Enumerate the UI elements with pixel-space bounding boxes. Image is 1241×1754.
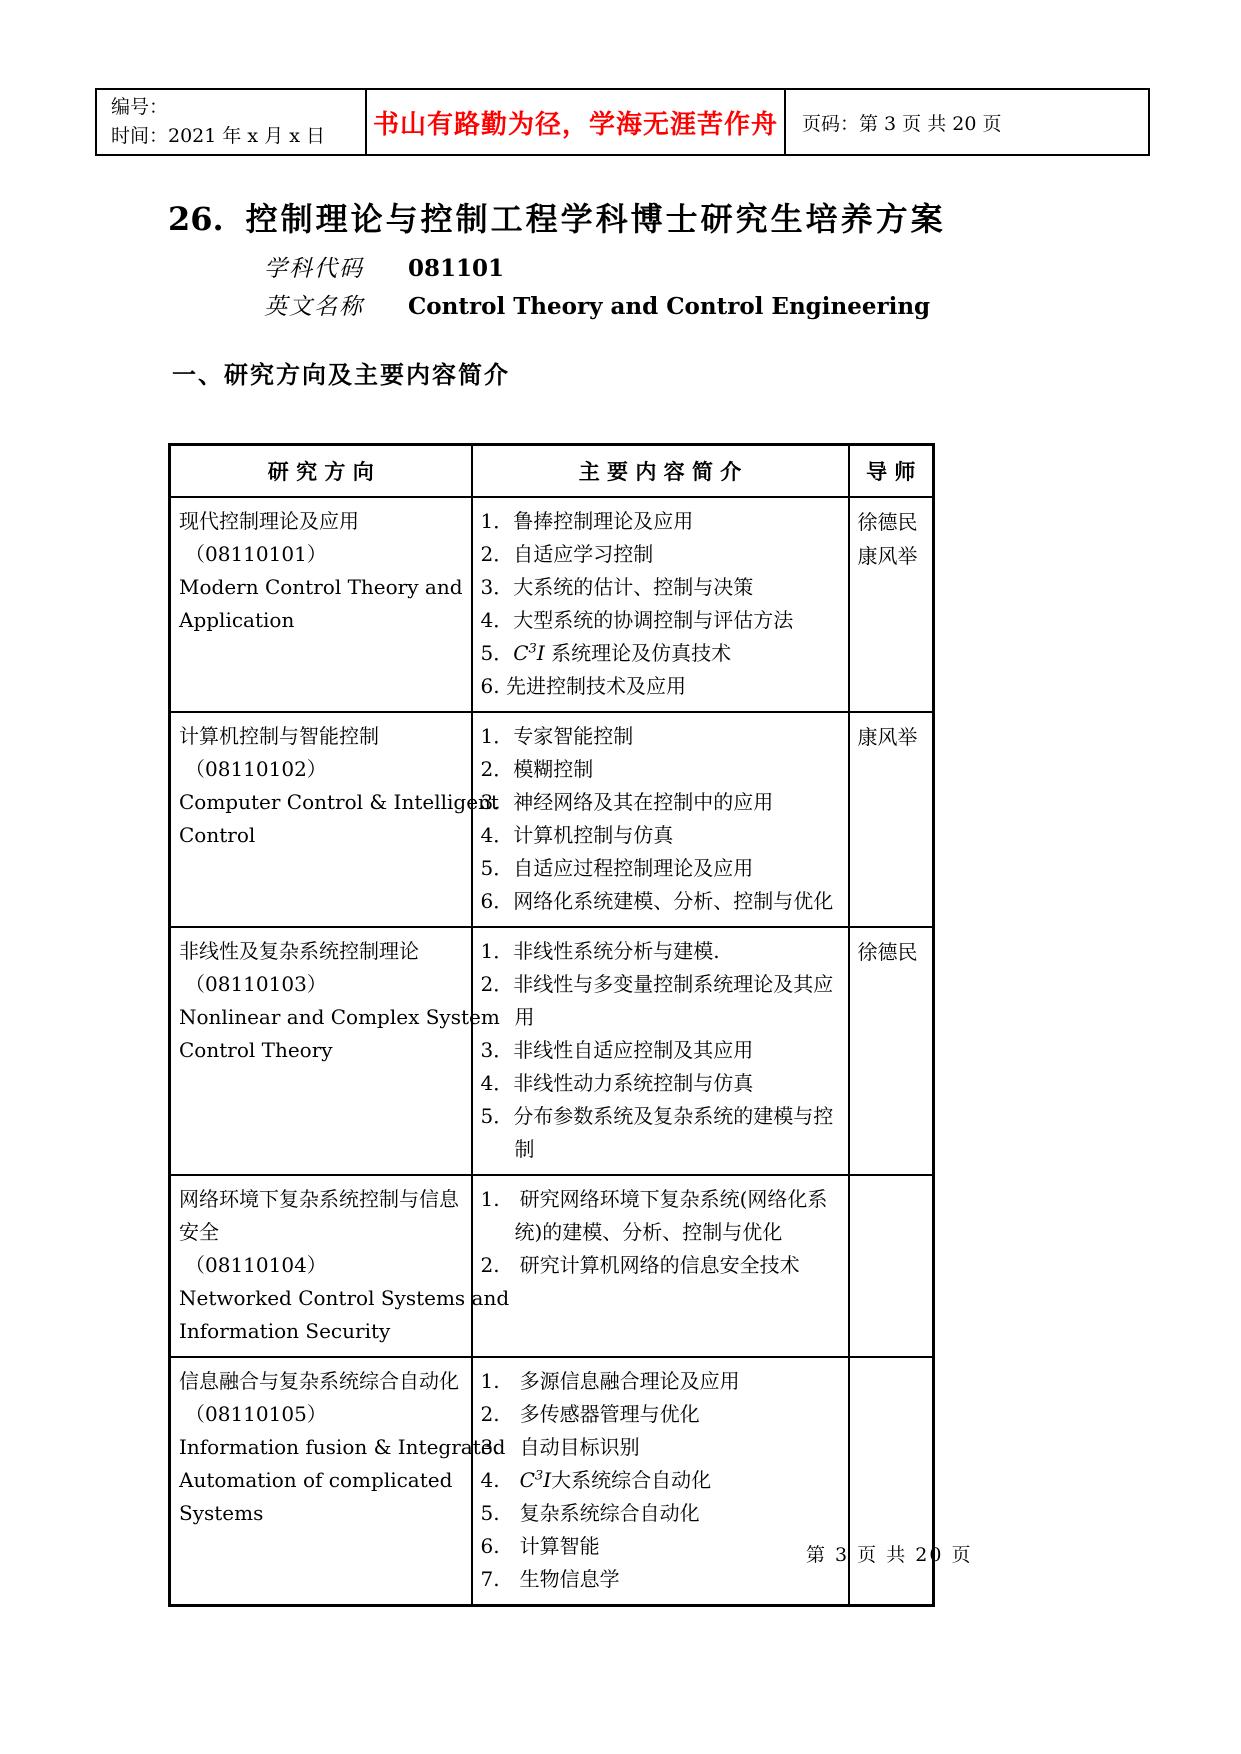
content-item: 1. 多源信息融合理论及应用 xyxy=(480,1369,740,1393)
direction-line: （08110102） xyxy=(185,757,327,781)
table-header-row xyxy=(170,445,934,498)
content-item: 5．分布参数系统及复杂系统的建模与控制 xyxy=(480,1104,834,1161)
direction-line: Control Theory xyxy=(179,1038,333,1062)
direction-line: Systems xyxy=(179,1501,264,1525)
direction-line: （08110105） xyxy=(185,1402,327,1426)
direction-line: （08110103） xyxy=(185,972,327,996)
page-footer: 第 3 页 共 20 页 xyxy=(806,1544,973,1566)
research-table xyxy=(168,443,935,1607)
col-header-content: 主 要 内 容 简 介 xyxy=(472,445,849,498)
content-item: 1．非线性系统分析与建模. xyxy=(480,939,720,963)
advisor-cell xyxy=(849,1357,934,1606)
direction-line: 信息融合与复杂系统综合自动化 xyxy=(179,1369,459,1393)
advisor-name: 康风举 xyxy=(857,725,918,749)
direction-line: Application xyxy=(179,608,295,632)
content-item: 2．非线性与多变量控制系统理论及其应用 xyxy=(480,972,834,1029)
table-row xyxy=(170,1175,934,1357)
content-item: 4．大型系统的协调控制与评估方法 xyxy=(480,608,794,632)
content-item: 2．自适应学习控制 xyxy=(480,542,654,566)
content-item: 4. $C^3I$大系统综合自动化 xyxy=(480,1468,712,1492)
direction-line: （08110101） xyxy=(185,542,327,566)
content-item: 2. 研究计算机网络的信息安全技术 xyxy=(480,1253,800,1277)
advisor-name: 徐德民 xyxy=(857,510,918,534)
english-name-label: 英文名称 xyxy=(264,294,364,320)
direction-cell xyxy=(170,1357,506,1606)
english-name-value: Control Theory and Control Engineering xyxy=(408,293,931,320)
table-row xyxy=(170,927,934,1175)
direction-line: 现代控制理论及应用 xyxy=(179,509,359,533)
content-item: 5．$C^3I$ 系统理论及仿真技术 xyxy=(480,641,732,665)
content-cell xyxy=(472,712,849,927)
header-page-label: 页码：第 3 页 共 20 页 xyxy=(785,89,1149,155)
direction-line: 非线性及复杂系统控制理论 xyxy=(179,939,419,963)
direction-cell xyxy=(170,497,472,712)
content-item: 3. 自动目标识别 xyxy=(480,1435,640,1459)
direction-line: Networked Control Systems and xyxy=(179,1286,510,1310)
content-item: 5．自适应过程控制理论及应用 xyxy=(480,856,754,880)
content-item: 3．神经网络及其在控制中的应用 xyxy=(480,790,774,814)
content-item: 5. 复杂系统综合自动化 xyxy=(480,1501,700,1525)
header-box xyxy=(95,88,1150,156)
content-item: 1．鲁捧控制理论及应用 xyxy=(480,509,694,533)
col-header-advisor: 导 师 xyxy=(849,445,934,498)
content-cell xyxy=(472,1175,849,1357)
doc-title xyxy=(168,194,946,240)
direction-cell xyxy=(170,1175,510,1357)
table-row xyxy=(170,1357,934,1606)
advisor-name: 徐德民 xyxy=(857,940,918,964)
advisor-cell xyxy=(849,497,934,712)
subject-code-value: 081101 xyxy=(408,255,505,282)
col-header-direction: 研 究 方 向 xyxy=(170,445,472,498)
direction-line: Information Security xyxy=(179,1319,391,1343)
content-item: 6．网络化系统建模、分析、控制与优化 xyxy=(480,889,834,913)
content-item: 2．模糊控制 xyxy=(480,757,594,781)
subject-code-line xyxy=(264,250,504,283)
c3i-formula: $C^3I$ xyxy=(513,641,545,665)
direction-line: Information fusion & Integrated xyxy=(179,1435,506,1459)
advisor-cell xyxy=(849,1175,934,1357)
doc-title-number: 26. xyxy=(168,200,224,238)
direction-line: Automation of complicated xyxy=(179,1468,453,1492)
table-row xyxy=(170,712,934,927)
content-item: 3．非线性自适应控制及其应用 xyxy=(480,1038,754,1062)
content-item: 1．专家智能控制 xyxy=(480,724,634,748)
content-item: 4．非线性动力系统控制与仿真 xyxy=(480,1071,754,1095)
section-heading: 一、研究方向及主要内容简介 xyxy=(172,360,510,389)
header-slogan: 书山有路勤为径，学海无涯苦作舟 xyxy=(366,89,785,155)
english-name-line xyxy=(264,288,930,321)
table-row xyxy=(170,497,934,712)
content-cell xyxy=(472,927,849,1175)
direction-line: Computer Control & Intelligent xyxy=(179,790,499,814)
c3i-formula: $C^3I$ xyxy=(519,1468,552,1492)
content-item: 6. 计算智能 xyxy=(480,1534,600,1558)
direction-line: 计算机控制与智能控制 xyxy=(179,724,379,748)
direction-line: Modern Control Theory and xyxy=(179,575,463,599)
advisor-cell xyxy=(849,927,934,1175)
content-item: 4．计算机控制与仿真 xyxy=(480,823,674,847)
advisor-name: 康风举 xyxy=(857,544,918,568)
content-item: 7. 生物信息学 xyxy=(480,1567,620,1591)
direction-line: Nonlinear and Complex System xyxy=(179,1005,500,1029)
direction-cell xyxy=(170,712,499,927)
direction-line: Control xyxy=(179,823,256,847)
content-item: 3．大系统的估计、控制与决策 xyxy=(480,575,754,599)
direction-line: （08110104） xyxy=(185,1253,327,1277)
content-item: 2. 多传感器管理与优化 xyxy=(480,1402,700,1426)
header-left-cell xyxy=(96,89,366,155)
content-cell xyxy=(472,497,849,712)
direction-cell xyxy=(170,927,500,1175)
direction-line: 安全 xyxy=(179,1220,219,1244)
subject-code-label: 学科代码 xyxy=(264,256,364,282)
doc-time-label: 时间：2021 年 x 月 x 日 xyxy=(111,125,325,147)
advisor-cell xyxy=(849,712,934,927)
content-item: 1. 研究网络环境下复杂系统(网络化系统)的建模、分析、控制与优化 xyxy=(480,1187,828,1244)
doc-title-text: 控制理论与控制工程学科博士研究生培养方案 xyxy=(245,200,946,238)
content-item: 6. 先进控制技术及应用 xyxy=(480,674,686,698)
content-cell xyxy=(472,1357,849,1606)
doc-number-label: 编号： xyxy=(111,96,169,118)
direction-line: 网络环境下复杂系统控制与信息 xyxy=(179,1187,459,1211)
